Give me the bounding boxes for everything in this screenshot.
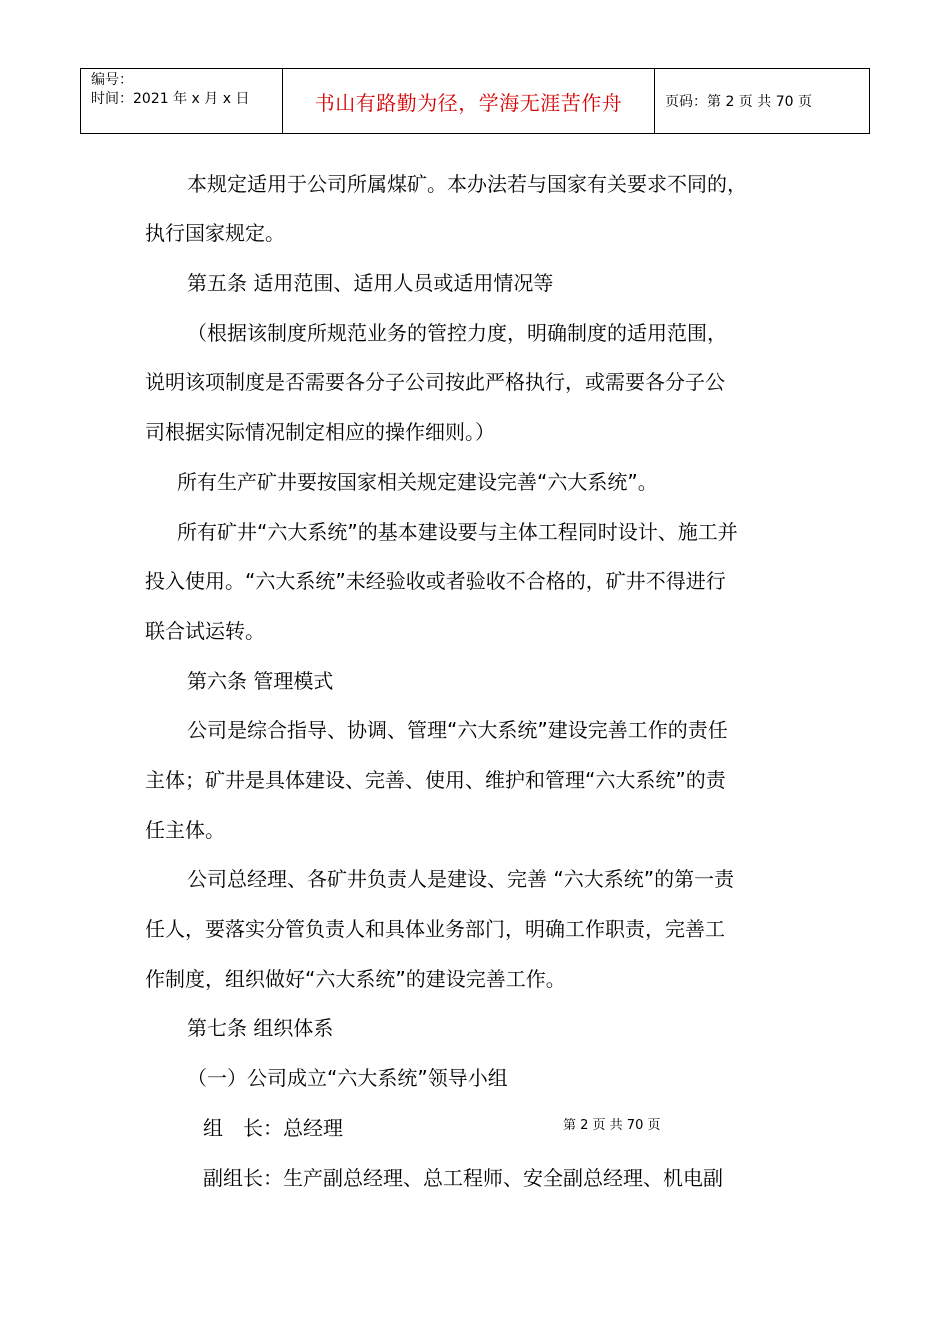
- body-line: 公司是综合指导、协调、管理“六大系统”建设完善工作的责任: [187, 718, 728, 742]
- body-line: 作制度，组织做好“六大系统”的建设完善工作。: [145, 967, 566, 991]
- body-line: 执行国家规定。: [145, 221, 285, 245]
- body-line: 任人，要落实分管负责人和具体业务部门，明确工作职责，完善工: [145, 917, 725, 941]
- body-line: 所有矿井“六大系统”的基本建设要与主体工程同时设计、施工并: [177, 520, 738, 544]
- body-line: 公司总经理、各矿井负责人是建设、完善 “六大系统”的第一责: [187, 867, 735, 891]
- body-line: 组 长：总经理: [203, 1116, 343, 1140]
- body-line: （根据该制度所规范业务的管控力度，明确制度的适用范围，: [187, 321, 727, 345]
- section-heading: 第五条 适用范围、适用人员或适用情况等: [187, 271, 554, 295]
- section-heading: 第六条 管理模式: [187, 669, 334, 693]
- body-line: 联合试运转。: [145, 619, 265, 643]
- body-line: 主体；矿井是具体建设、完善、使用、维护和管理“六大系统”的责: [145, 768, 726, 792]
- body-line: 所有生产矿井要按国家相关规定建设完善“六大系统”。: [177, 470, 658, 494]
- time-label: 时间：2021 年 x 月 x 日: [91, 91, 250, 107]
- footer-page-number: 第 2 页 共 70 页: [563, 1118, 661, 1133]
- header-info-cell: [81, 69, 283, 133]
- body-line: 副组长：生产副总经理、总工程师、安全副总经理、机电副: [203, 1166, 723, 1190]
- body-line: 本规定适用于公司所属煤矿。本办法若与国家有关要求不同的，: [187, 172, 747, 196]
- header-motto-cell: [283, 69, 655, 133]
- body-line: 投入使用。“六大系统”未经验收或者验收不合格的，矿井不得进行: [145, 569, 726, 593]
- motto-text: 书山有路勤为径，学海无涯苦作舟: [314, 90, 623, 115]
- header-page-label: 页码：第 2 页 共 70 页: [665, 94, 812, 110]
- body-line: （一）公司成立“六大系统”领导小组: [187, 1066, 508, 1090]
- header-table: [80, 68, 870, 134]
- number-label: 编号：: [91, 72, 133, 88]
- body-line: 司根据实际情况制定相应的操作细则。）: [145, 420, 495, 444]
- header-page-cell: [655, 69, 869, 133]
- body-line: 任主体。: [145, 818, 225, 842]
- body-line: 说明该项制度是否需要各分子公司按此严格执行，或需要各分子公: [145, 370, 725, 394]
- section-heading: 第七条 组织体系: [187, 1016, 334, 1040]
